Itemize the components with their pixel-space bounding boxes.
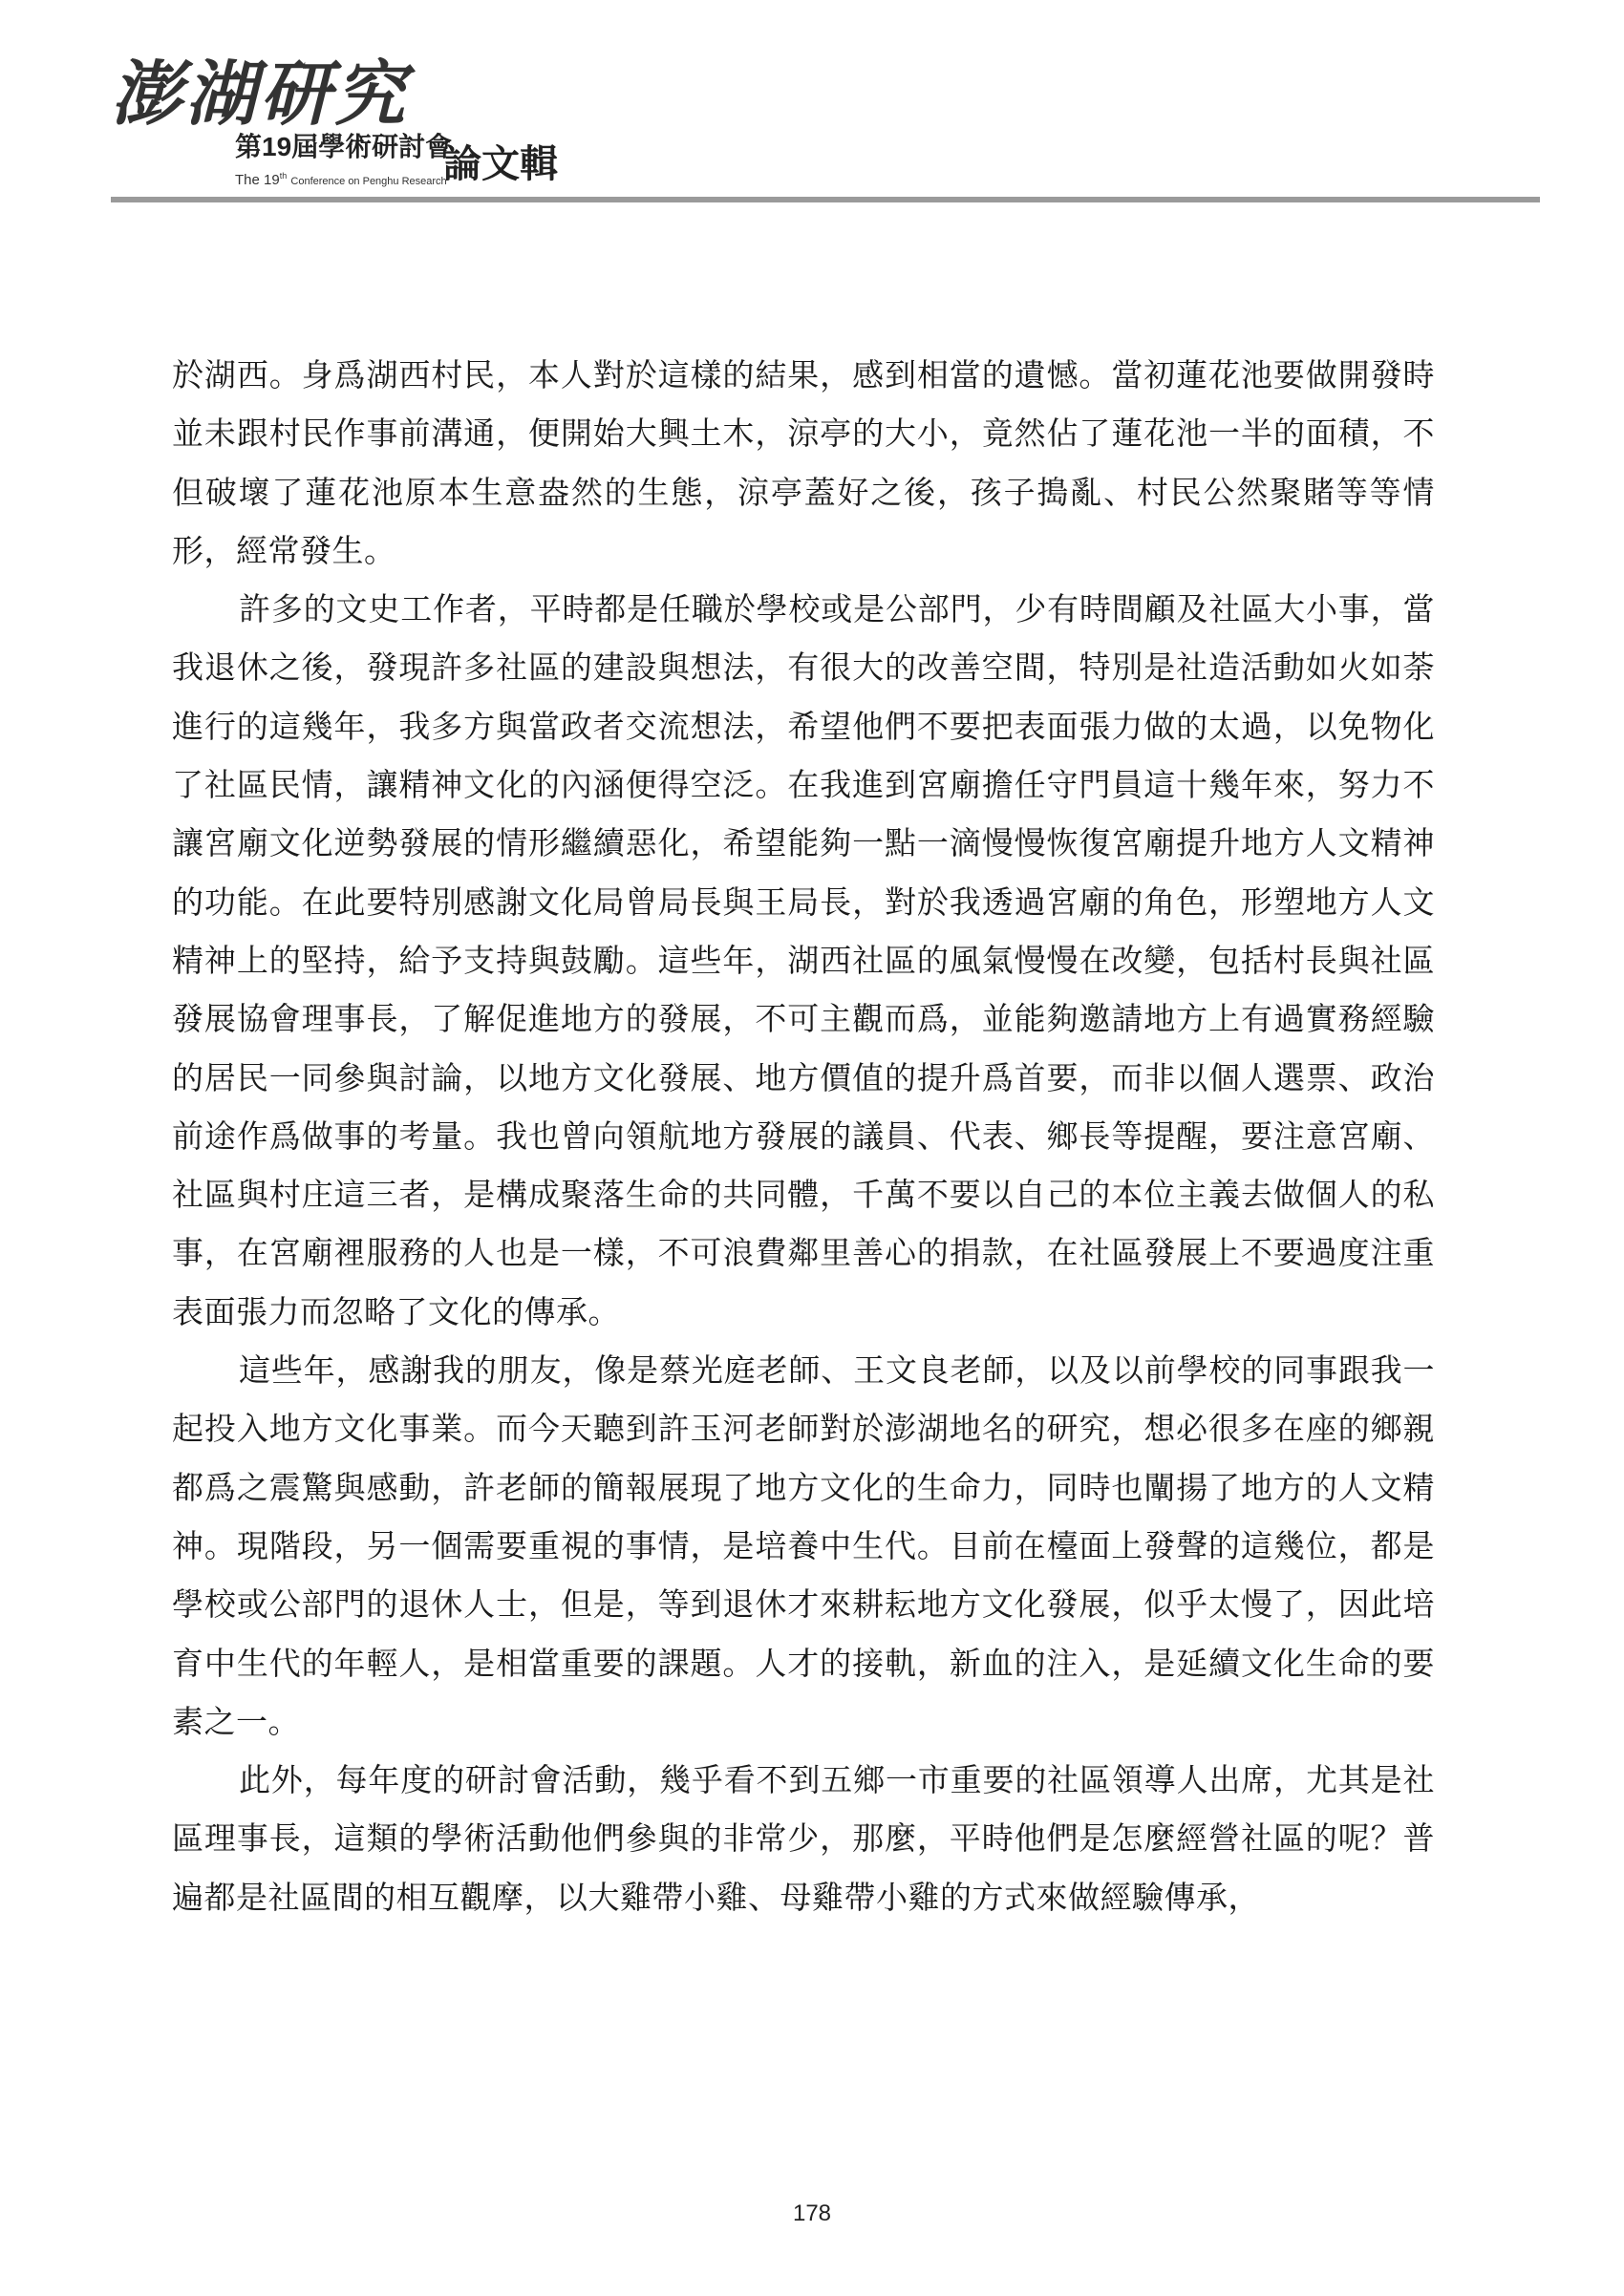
conference-name: 第19屆學術研討會 <box>235 132 453 161</box>
conference-en-ordinal: th <box>279 171 288 181</box>
header-divider <box>111 197 1540 202</box>
paragraph: 這些年，感謝我的朋友，像是蔡光庭老師、王文良老師，以及以前學校的同事跟我一起投入地方文化事業。而今天聽到許玉河老師對於澎湖地名的研究，想必很多在座的鄉親都爲之震驚與感動，許老師的簡報展現了地方文化的生命力，同時也闡揚了地方的人文精神。現階段，另一個需要重視的事情，是培養中生代。目前在檯面上發聲的這幾位，都是學校或公部門的退休人士，但是，等到退休才來耕耘地方文化發展，似乎太慢了，因此培育中生代的年輕人，是相當重要的課題。人才的接軌，新血的注入，是延續文化生命的要素之一。 <box>172 1351 1435 1740</box>
paragraph-continued: 於湖西。身爲湖西村民，本人對於這樣的結果，感到相當的遺憾。當初蓮花池要做開發時並未跟村民作事前溝通，便開始大興土木，涼亭的大小，竟然佔了蓮花池一半的面積，不但破壞了蓮花池原本生意盎然的生態，涼亭蓋好之後，孩子搗亂、村民公然聚賭等等情形，經常發生。 <box>172 356 1435 569</box>
conference-name-en <box>235 172 447 187</box>
proceedings-title: 論文輯 <box>443 143 558 185</box>
page-number: 178 <box>792 2200 832 2226</box>
paragraph: 此外，每年度的研討會活動，幾乎看不到五鄉一市重要的社區領導人出席，尤其是社區理事長，這類的學術活動他們參與的非常少，那麼，平時他們是怎麼經營社區的呢？普遍都是社區間的相互觀摩，以大雞帶小雞、母雞帶小雞的方式來做經驗傳承， <box>172 1761 1435 1916</box>
running-header <box>111 53 1540 202</box>
journal-logo: 澎湖研究 <box>111 53 409 136</box>
conference-en-prefix: The 19 <box>235 172 280 188</box>
conference-en-suffix: Conference on Penghu Research <box>290 176 447 187</box>
paragraph: 許多的文史工作者，平時都是任職於學校或是公部門，少有時間顧及社區大小事，當我退休之後，發現許多社區的建設與想法，有很大的改善空間，特別是社造活動如火如荼進行的這幾年，我多方與當政者交流想法，希望他們不要把表面張力做的太過，以免物化了社區民情，讓精神文化的內涵便得空泛。在我進到宮廟擔任守門員這十幾年來，努力不讓宮廟文化逆勢發展的情形繼續惡化，希望能夠一點一滴慢慢恢復宮廟提升地方人文精神的功能。在此要特別感謝文化局曾局長與王局長，對於我透過宮廟的角色，形塑地方人文精神上的堅持，給予支持與鼓勵。這些年，湖西社區的風氣慢慢在改變，包括村長與社區發展協會理事長，了解促進地方的發展，不可主觀而爲，並能夠邀請地方上有過實務經驗的居民一同參與討論，以地方文化發展、地方價值的提升爲首要，而非以個人選票、政治前途作爲做事的考量。我也曾向領航地方發展的議員、代表、鄉長等提醒，要注意宮廟、社區與村庄這三者，是構成聚落生命的共同體，千萬不要以自己的本位主義去做個人的私事，在宮廟裡服務的人也是一樣，不可浪費鄰里善心的捐款，在社區發展上不要過度注重表面張力而忽略了文化的傳承。 <box>172 590 1435 1330</box>
body-text <box>172 346 1435 1926</box>
